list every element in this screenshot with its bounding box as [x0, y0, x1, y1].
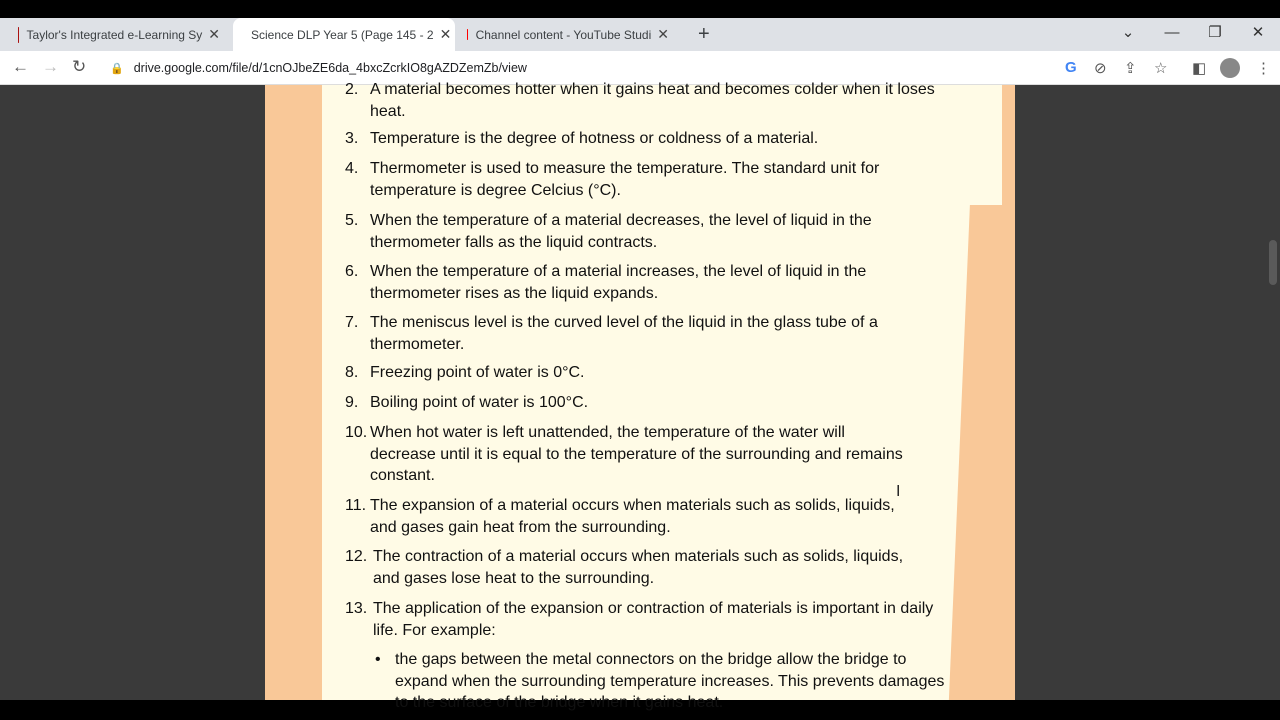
close-tab-icon[interactable]: ✕ — [208, 26, 220, 42]
item-number: 6. — [345, 263, 359, 280]
minimize-button[interactable]: — — [1164, 24, 1180, 41]
item-text: The meniscus level is the curved level of the liquid in the glass tube of a thermometer. — [370, 314, 878, 353]
tab-youtube-studio[interactable] — [457, 18, 679, 51]
avatar[interactable] — [1220, 58, 1240, 78]
item-number: 4. — [345, 160, 359, 177]
pdf-viewer — [0, 81, 1280, 711]
side-panel-icon[interactable]: ◧ — [1192, 60, 1207, 77]
item-text: When hot water is left unattended, the temperature of the water will decrease until it is equal to the temperature of the surrounding and remains constant. — [370, 424, 903, 484]
item-number: 13. — [345, 600, 368, 617]
item-number: 7. — [345, 314, 359, 331]
item-text: A material becomes hotter when it gains heat and becomes colder when it loses heat. — [370, 81, 935, 120]
tab-science-dlp[interactable] — [233, 18, 455, 51]
close-window-button[interactable]: ✕ — [1251, 24, 1265, 41]
item-text: The expansion of a material occurs when materials such as solids, liquids, and gases gain heat from the surrounding. — [370, 497, 895, 536]
youtube-icon — [467, 29, 468, 40]
close-tab-icon[interactable]: ✕ — [657, 26, 669, 42]
tab-search-icon[interactable]: ⌄ — [1121, 24, 1135, 41]
share-icon[interactable]: ⇪ — [1124, 60, 1137, 77]
taylors-icon — [18, 27, 19, 43]
star-icon[interactable]: ☆ — [1154, 60, 1168, 77]
item-text: Temperature is the degree of hotness or coldness of a material. — [370, 130, 819, 147]
reload-icon[interactable]: ↻ — [72, 57, 87, 76]
lock-icon: 🔒 — [110, 62, 124, 75]
item-number: 11. — [345, 497, 367, 514]
item-text: The contraction of a material occurs when materials such as solids, liquids, and gases lose heat to the surrounding. — [373, 548, 904, 587]
forward-icon[interactable]: → — [42, 57, 59, 76]
text-cursor-icon: I — [896, 483, 901, 500]
tab-title: Science DLP Year 5 (Page 145 - 2 — [251, 27, 434, 42]
menu-icon[interactable]: ⋮ — [1256, 60, 1271, 77]
item-text: The application of the expansion or contraction of materials is important in daily life. For example: — [373, 600, 934, 639]
item-text: When the temperature of a material decreases, the level of liquid in the thermometer falls as the liquid contracts. — [370, 212, 872, 251]
restore-button[interactable]: ❐ — [1208, 24, 1222, 41]
item-number: 10. — [345, 424, 368, 441]
item-text: Boiling point of water is 100°C. — [370, 394, 589, 411]
item-text: When the temperature of a material increases, the level of liquid in the thermometer rises as the liquid expands. — [370, 263, 867, 302]
close-tab-icon[interactable]: ✕ — [439, 26, 452, 42]
url-bar[interactable] — [110, 55, 1090, 81]
item-number: 12. — [345, 548, 368, 565]
bullet: • — [375, 651, 381, 668]
item-text: Freezing point of water is 0°C. — [370, 364, 585, 381]
google-icon[interactable]: G — [1065, 59, 1077, 76]
item-number: 9. — [345, 394, 359, 411]
item-number: 3. — [345, 130, 359, 147]
item-text: Thermometer is used to measure the temperature. The standard unit for temperature is degree Celcius (°C). — [370, 160, 880, 199]
item-text: the gaps between the metal connectors on the bridge allow the bridge to expand when the surrounding temperature increases. This prevents damages to the surface of the bridge when it gains heat. — [395, 651, 945, 711]
item-number: 2. — [345, 81, 359, 98]
item-number: 8. — [345, 364, 359, 381]
scrollbar-thumb[interactable] — [1269, 240, 1277, 285]
eye-off-icon[interactable]: ⊘ — [1094, 60, 1107, 77]
item-number: 5. — [345, 212, 359, 229]
tab-strip — [0, 18, 1280, 51]
tab-title: Taylor's Integrated e-Learning Sy — [26, 27, 203, 42]
tab-taylors[interactable] — [8, 18, 230, 51]
tab-title: Channel content - YouTube Studi — [475, 27, 652, 42]
back-icon[interactable]: ← — [12, 57, 29, 76]
url-text: drive.google.com/file/d/1cnOJbeZE6da_4bxcZcrkIO8gAZDZemZb/view — [133, 61, 527, 75]
new-tab-button[interactable]: + — [698, 23, 710, 45]
